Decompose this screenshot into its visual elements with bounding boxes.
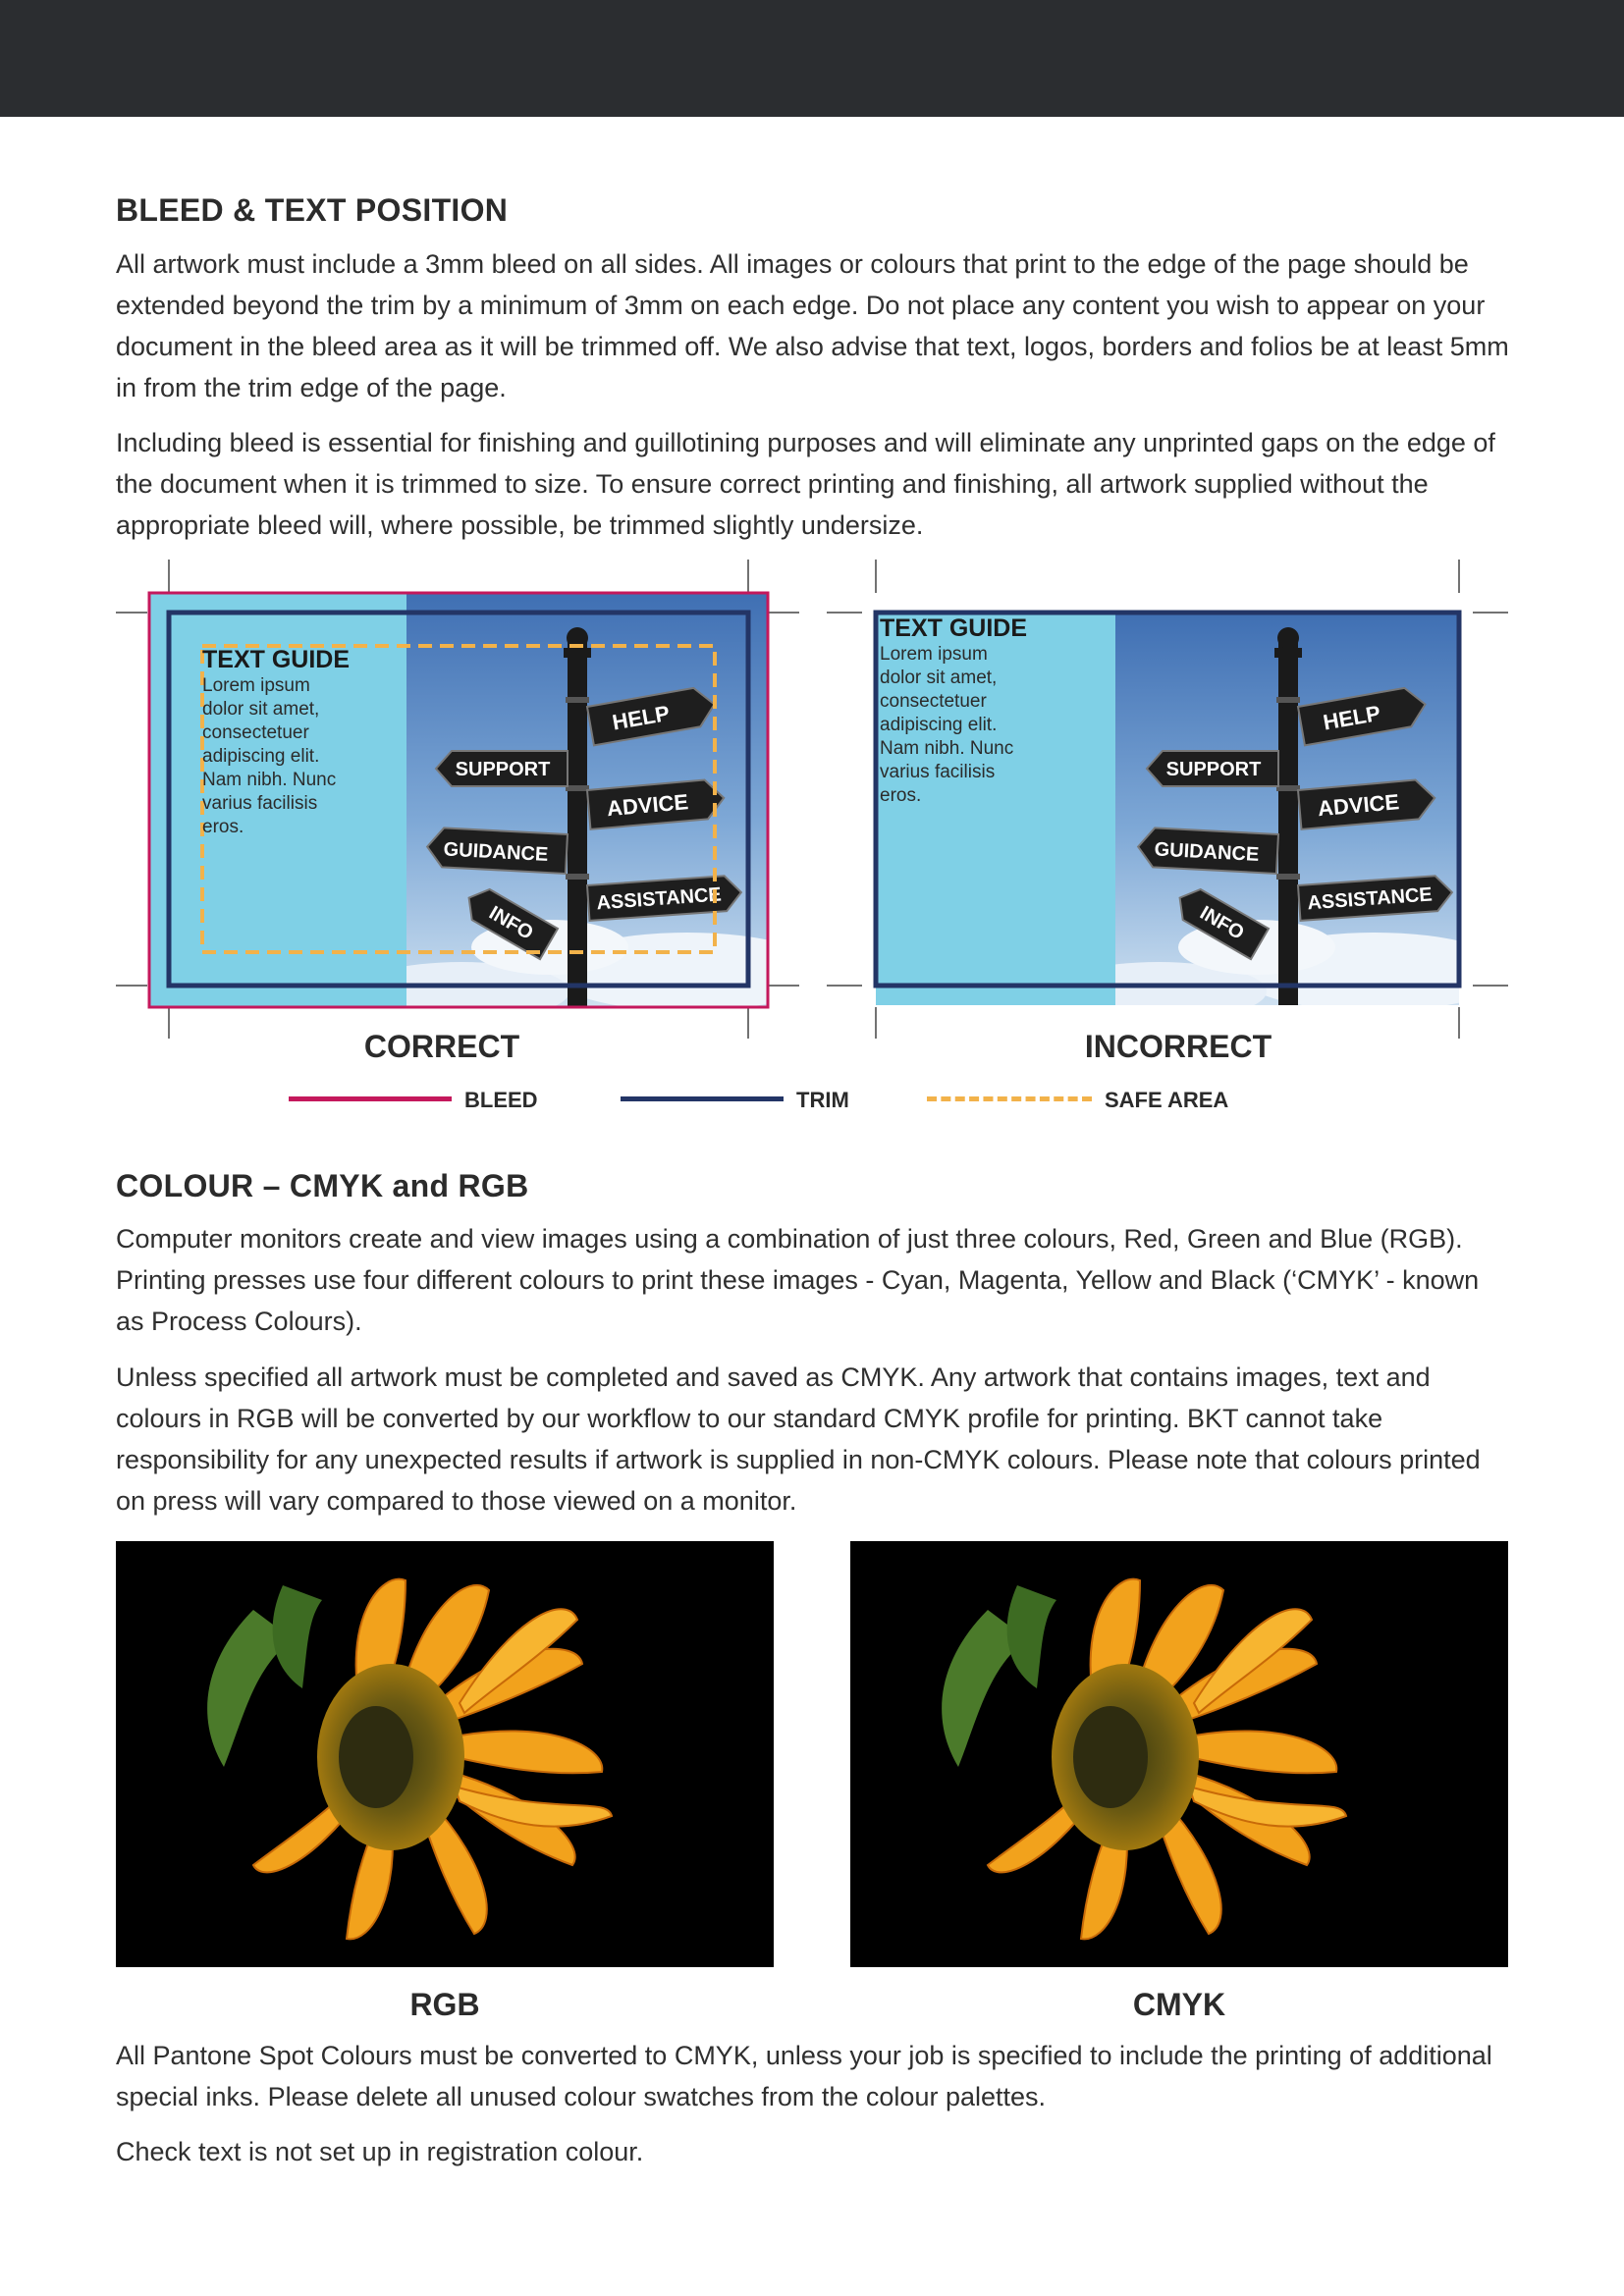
- legend-safe-area-label: SAFE AREA: [1105, 1088, 1229, 1112]
- svg-text:Lorem ipsum: Lorem ipsum: [880, 644, 988, 665]
- svg-text:adipiscing elit.: adipiscing elit.: [202, 746, 320, 767]
- text-guide-body: [880, 644, 1013, 806]
- svg-text:Nam nibh. Nunc: Nam nibh. Nunc: [202, 770, 337, 790]
- colour-paragraph-1: Computer monitors create and view images using a combination of just three colours, Red, Green and Blue (RGB). Printing presses use four different colours to print these images - Cyan, Magenta, Yellow and Black (‘CMYK’ - known as Process Colours).: [116, 1224, 1480, 1336]
- text-guide-title: TEXT GUIDE: [202, 646, 351, 673]
- colour-paragraph-2: Unless specified all artwork must be completed and saved as CMYK. Any artwork that contains images, text and colours in RGB will be converted by our workflow to our standard CMYK profile for printing. BKT cannot take responsibility for any unexpected results if artwork is supplied in non-CMYK colours. Please note that colours printed on press will vary compared to those viewed on a monitor.: [116, 1362, 1481, 1516]
- text-guide-body: [202, 675, 336, 837]
- svg-text:consectetuer: consectetuer: [202, 722, 309, 743]
- correct-label: CORRECT: [363, 1029, 520, 1064]
- svg-text:adipiscing elit.: adipiscing elit.: [880, 715, 998, 735]
- sunflower-images: [0, 1541, 1624, 1973]
- bleed-paragraph-1: All artwork must include a 3mm bleed on all sides. All images or colours that print to the edge of the page should be extended beyond the trim by a minimum of 3mm on each edge. Do not place any content you wish to appear on your document in the bleed area as it will be trimmed off. We also advise that text, logos, borders and folios be at least 5mm in from the trim edge of the page.: [116, 249, 1509, 402]
- svg-text:eros.: eros.: [202, 817, 244, 837]
- svg-text:eros.: eros.: [880, 785, 922, 806]
- svg-text:dolor sit amet,: dolor sit amet,: [202, 699, 320, 720]
- svg-text:Nam nibh. Nunc: Nam nibh. Nunc: [880, 738, 1014, 759]
- svg-text:consectetuer: consectetuer: [880, 691, 987, 712]
- bleed-diagram: HELP ADVICE ASSISTANCE TEXT GUIDE Lorem ipsum dolor sit amet, consectetuer adipiscing elit. Nam nibh. Nunc varius facilisis eros. TEXT GUIDE Lorem ipsum dolor sit amet, consectetuer adipiscing elit. Nam nibh. Nunc varius facilisis eros.: [0, 560, 1624, 1148]
- svg-text:dolor sit amet,: dolor sit amet,: [880, 667, 998, 688]
- registration-paragraph: Check text is not set up in registration colour.: [116, 2137, 644, 2166]
- bleed-heading: BLEED & TEXT POSITION: [116, 192, 509, 228]
- colour-heading: COLOUR – CMYK and RGB: [116, 1168, 529, 1203]
- svg-text:varius facilisis: varius facilisis: [202, 793, 318, 814]
- cmyk-caption: CMYK: [1132, 1987, 1226, 2022]
- legend-trim-label: TRIM: [796, 1088, 849, 1112]
- legend-bleed-swatch: [289, 1096, 452, 1101]
- svg-text:Lorem ipsum: Lorem ipsum: [202, 675, 310, 696]
- bleed-paragraph-2: Including bleed is essential for finishing and guillotining purposes and will eliminate any unprinted gaps on the edge of the document when it is trimmed to size. To ensure correct printing and finishing, all artwork supplied without the appropriate bleed will, where possible, be trimmed slightly undersize.: [116, 428, 1495, 540]
- pantone-paragraph: All Pantone Spot Colours must be converted to CMYK, unless your job is specified to include the printing of additional special inks. Please delete all unused colour swatches from the colour palettes.: [116, 2041, 1492, 2111]
- legend-trim-swatch: [621, 1096, 784, 1101]
- incorrect-label: INCORRECT: [1084, 1029, 1272, 1064]
- text-guide-title: TEXT GUIDE: [880, 614, 1028, 642]
- svg-text:varius facilisis: varius facilisis: [880, 762, 996, 782]
- legend-bleed-label: BLEED: [464, 1088, 538, 1112]
- rgb-caption: RGB: [409, 1987, 480, 2022]
- legend-safe-area-swatch: [927, 1096, 1092, 1101]
- header-bar: [0, 0, 1624, 117]
